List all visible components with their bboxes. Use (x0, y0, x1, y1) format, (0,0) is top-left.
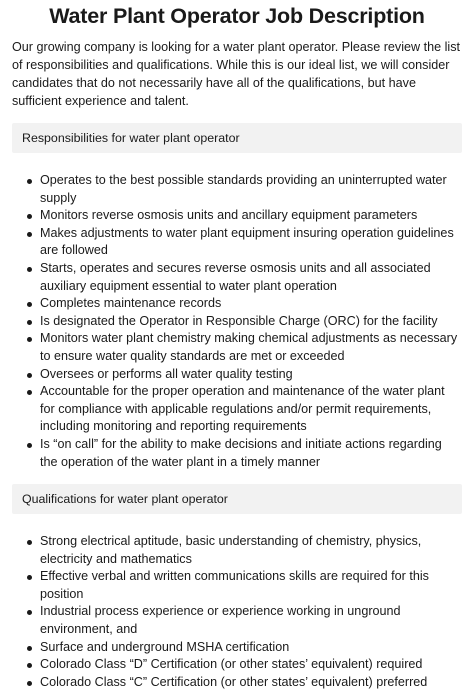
bullet-icon (27, 390, 32, 395)
bullet-icon (27, 663, 32, 668)
list-item-text: Surface and underground MSHA certification (40, 639, 290, 654)
list-item-text: Starts, operates and secures reverse osmosis units and all associated auxiliary equipment essential to water plant operation (40, 260, 431, 293)
list-item (40, 568, 462, 603)
list-item (40, 313, 462, 331)
list-item (40, 295, 462, 313)
bullet-icon (27, 179, 32, 184)
list-item (40, 260, 462, 295)
list-item (40, 172, 462, 207)
list-item (40, 603, 462, 638)
bullet-icon (27, 575, 32, 580)
responsibilities-header: Responsibilities for water plant operator (12, 123, 462, 153)
bullet-icon (27, 267, 32, 272)
bullet-icon (27, 610, 32, 615)
page-title: Water Plant Operator Job Description (49, 4, 425, 28)
list-item-text: Industrial process experience or experience working in unground environment, and (40, 604, 401, 637)
list-item-text: Effective verbal and written communications skills are required for this position (40, 569, 429, 601)
list-item (40, 639, 462, 657)
bullet-icon (27, 320, 32, 325)
list-item-text: Colorado Class “D” Certification (or other states’ equivalent) required (40, 657, 423, 672)
list-item (40, 330, 462, 365)
list-item-text: Completes maintenance records (40, 296, 222, 311)
bullet-icon (27, 681, 32, 686)
bullet-icon (27, 337, 32, 342)
list-item (40, 225, 462, 260)
list-item-text: Accountable for the proper operation and maintenance of the water plant for compliance with applicable regulations and/or permit requirements, including monitoring and reporting requirements (40, 384, 445, 434)
list-item (40, 436, 462, 471)
list-item-text: Operates to the best possible standards providing an uninterrupted water supply (40, 173, 447, 205)
bullet-icon (27, 232, 32, 237)
list-item-text: Is “on call” for the ability to make decisions and initiate actions regarding the operation of the water plant in a timely manner (40, 436, 442, 469)
bullet-icon (27, 302, 32, 307)
list-item-text: Oversees or performs all water quality testing (40, 366, 293, 381)
list-item-text: Strong electrical aptitude, basic understanding of chemistry, physics, electricity and mathematics (40, 534, 422, 566)
bullet-icon (27, 373, 32, 378)
responsibilities-list (12, 172, 462, 471)
bullet-icon (27, 214, 32, 219)
list-item (40, 533, 462, 568)
list-item (40, 383, 462, 436)
qualifications-header: Qualifications for water plant operator (12, 484, 462, 514)
bullet-icon (27, 443, 32, 448)
list-item-text: Monitors reverse osmosis units and ancillary equipment parameters (40, 208, 418, 223)
list-item-text: Makes adjustments to water plant equipment insuring operation guidelines are followed (40, 225, 454, 258)
intro-paragraph: Our growing company is looking for a water plant operator. Please review the list of responsibilities and qualifications. While this is our ideal list, we will consider candidates that do not necessarily have all of the qualifications, but have sufficient experience and talent. (12, 40, 461, 108)
qualifications-list (12, 533, 462, 691)
list-item (40, 674, 462, 692)
bullet-icon (27, 646, 32, 651)
list-item (40, 207, 462, 225)
bullet-icon (27, 540, 32, 545)
list-item-text: Colorado Class “C” Certification (or other states’ equivalent) preferred (40, 674, 428, 689)
list-item (40, 656, 462, 674)
list-item-text: Is designated the Operator in Responsible Charge (ORC) for the facility (40, 313, 438, 328)
list-item-text: Monitors water plant chemistry making chemical adjustments as necessary to ensure water quality standards are met or exceeded (40, 331, 458, 363)
list-item (40, 366, 462, 384)
